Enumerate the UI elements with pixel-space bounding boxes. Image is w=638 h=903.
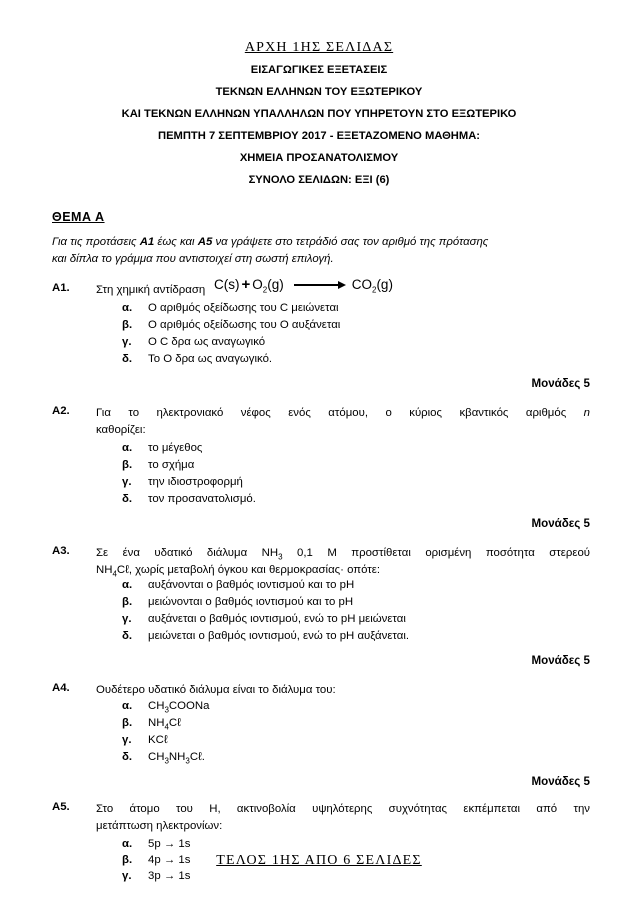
option-a1-b: β. Ο αριθμός οξείδωσης του Ο αυξάνεται — [122, 319, 341, 331]
option-a4-a: α. $CH_3COONa$ — [122, 700, 210, 715]
chemical-reaction: $C(s) + O_2(g)$ $CO_2(g)$ — [214, 276, 393, 295]
question-text-a5-line2: μετάπτωση ηλεκτρονίων: — [96, 820, 223, 832]
option-a4-b: β. $NH_4C\ell$ — [122, 717, 181, 732]
question-number-a5: Α5. — [52, 801, 70, 813]
question-number-a4: Α4. — [52, 682, 70, 694]
header-line-3: ΚΑΙ ΤΕΚΝΩΝ ΕΛΛΗΝΩΝ ΥΠΑΛΛΗΛΩΝ ΠΟΥ ΥΠΗΡΕΤΟΥΝ ΣΤΟ ΕΞΩΤΕΡΙΚΟ — [121, 108, 517, 120]
monades-a1: Μονάδες 5 — [531, 377, 590, 390]
intro-line-1: Για τις προτάσεις Α1 έως και Α5 να γράψετε στο τετράδιό σας τον αριθμό της πρότασης — [52, 236, 489, 248]
question-text-a2-line1: Για το ηλεκτρονιακό νέφος ενός ατόμου, ο κύριος κβαντικός αριθμός n — [96, 407, 590, 419]
question-number-a3: Α3. — [52, 545, 70, 557]
monades-a4: Μονάδες 5 — [531, 775, 590, 788]
option-a4-c: γ. KCℓ — [122, 734, 168, 746]
question-number-a1: Α1. — [52, 282, 70, 294]
theme-title: ΘΕΜΑ Α — [52, 210, 105, 224]
option-a5-b: β. 4p → 1s — [122, 854, 191, 866]
option-a4-d: δ. $CH_3NH_3C\ell$. — [122, 751, 205, 766]
option-a1-a: α. Ο αριθμός οξείδωσης του C μειώνεται — [122, 302, 339, 314]
header-line-6: ΣΥΝΟΛΟ ΣΕΛΙΔΩΝ: ΕΞΙ (6) — [248, 174, 390, 186]
option-a3-d: δ. μειώνεται ο βαθμός ιοντισμού, ενώ το pH αυξάνεται. — [122, 630, 410, 642]
option-a2-c: γ. την ιδιοστροφορμή — [122, 476, 243, 488]
header-line-1: ΕΙΣΑΓΩΓΙΚΕΣ ΕΞΕΤΑΣΕΙΣ — [250, 64, 388, 76]
header-line-5: ΧΗΜΕΙΑ ΠΡΟΣΑΝΑΤΟΛΙΣΜΟΥ — [239, 152, 399, 164]
option-a5-c: γ. 3p → 1s — [122, 870, 191, 882]
reaction-arrow-icon — [294, 280, 346, 290]
option-a1-c: γ. Ο C δρα ως αναγωγικό — [122, 336, 266, 348]
option-a2-a: α. το μέγεθος — [122, 442, 203, 454]
question-text-a3-line1: Σε ένα υδατικό διάλυμα $NH_3$ 0,1 M προστίθεται ορισμένη ποσότητα στερεού — [96, 547, 591, 562]
monades-a3: Μονάδες 5 — [531, 654, 590, 667]
option-a3-a: α. αυξάνονται ο βαθμός ιοντισμού και το pH — [122, 579, 355, 591]
page-footer: ΤΕΛΟΣ 1ΗΣ ΑΠΟ 6 ΣΕΛΙΔΕΣ — [216, 853, 422, 868]
question-number-a2: Α2. — [52, 405, 70, 417]
question-text-a5-line1: Στο άτομο του Η, ακτινοβολία υψηλότερης συχνότητας εκπέμπεται από την — [96, 803, 590, 815]
question-text-a2-line2: καθορίζει: — [96, 424, 146, 436]
question-text-a1: Στη χημική αντίδραση — [96, 284, 206, 296]
intro-line-2: και δίπλα το γράμμα που αντιστοιχεί στη σωστή επιλογή. — [52, 253, 334, 265]
option-a2-d: δ. τον προσανατολισμό. — [122, 493, 256, 505]
option-a3-c: γ. αυξάνεται ο βαθμός ιοντισμού, ενώ το pH μειώνεται — [122, 613, 406, 625]
option-a3-b: β. μειώνονται ο βαθμός ιοντισμού και το pH — [122, 596, 354, 608]
header-line-2: ΤΕΚΝΩΝ ΕΛΛΗΝΩΝ ΤΟΥ ΕΞΩΤΕΡΙΚΟΥ — [215, 86, 423, 98]
page-header-top: ΑΡΧΗ 1ΗΣ ΣΕΛΙΔΑΣ — [244, 40, 394, 55]
question-text-a3-line2: $NH_4C\ell$, χωρίς μεταβολή όγκου και θερμοκρασίας· οπότε: — [96, 564, 381, 579]
question-text-a4: Ουδέτερο υδατικό διάλυμα είναι το διάλυμα του: — [96, 684, 336, 696]
option-a2-b: β. το σχήμα — [122, 459, 195, 471]
option-a1-d: δ. Το Ο δρα ως αναγωγικό. — [122, 353, 273, 365]
monades-a2: Μονάδες 5 — [531, 517, 590, 530]
option-a5-a: α. 5p → 1s — [122, 838, 191, 850]
header-line-4: ΠΕΜΠΤΗ 7 ΣΕΠΤΕΜΒΡΙΟΥ 2017 - ΕΞΕΤΑΖΟΜΕΝΟ ΜΑΘΗΜΑ: — [157, 130, 481, 142]
